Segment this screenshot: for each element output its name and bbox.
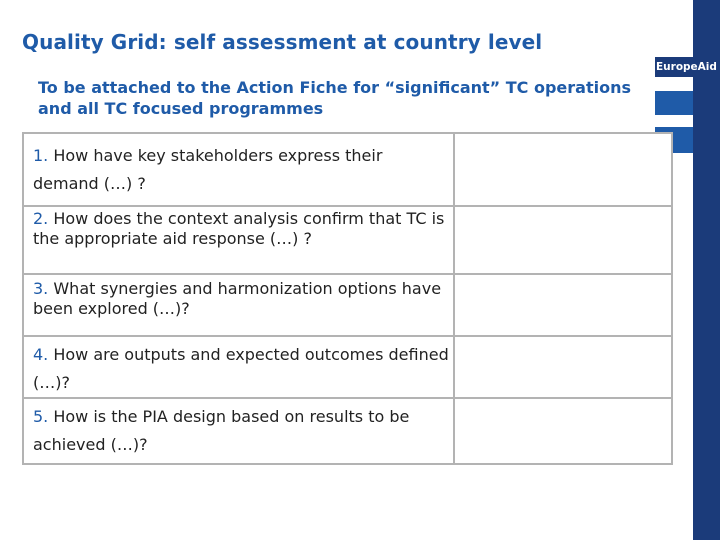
slide-title: Quality Grid: self assessment at country level (22, 30, 543, 54)
brand-sidebar-gap (655, 0, 693, 50)
slide-subtitle: To be attached to the Action Fiche for “significant” TC operations and all TC focused programmes (38, 78, 631, 118)
brand-sidebar-gap (655, 115, 693, 127)
answer-cell[interactable] (455, 337, 671, 397)
brand-sidebar-gap (655, 77, 693, 91)
quality-grid (22, 132, 673, 465)
brand-sidebar (693, 0, 720, 540)
brand-block (655, 91, 693, 115)
question-number: 4. (33, 345, 49, 364)
grid-row (24, 399, 671, 463)
grid-row (24, 275, 671, 335)
question-cell (24, 337, 455, 397)
question-text: How have key stakeholders express their demand (…) ? (33, 146, 383, 193)
question-cell (24, 399, 455, 463)
question-text: How is the PIA design based on results to be achieved (…)? (33, 407, 410, 454)
question-number: 3. (33, 279, 49, 298)
question-text: How are outputs and expected outcomes defined (…)? (33, 345, 449, 392)
question-text: What synergies and harmonization options have been explored (…)? (33, 279, 442, 318)
grid-row (24, 207, 671, 273)
answer-cell[interactable] (455, 207, 671, 273)
grid-row (24, 337, 671, 397)
question-number: 2. (33, 209, 49, 228)
question-cell (24, 134, 455, 205)
answer-cell[interactable] (455, 399, 671, 463)
brand-label: EuropeAid (655, 57, 720, 77)
question-number: 1. (33, 146, 49, 165)
question-text: How does the context analysis confirm that TC is the appropriate aid response (…) ? (33, 209, 445, 248)
grid-row (24, 134, 671, 205)
question-cell (24, 275, 455, 335)
answer-cell[interactable] (455, 275, 671, 335)
question-cell (24, 207, 455, 273)
answer-cell[interactable] (455, 134, 671, 205)
question-number: 5. (33, 407, 49, 426)
